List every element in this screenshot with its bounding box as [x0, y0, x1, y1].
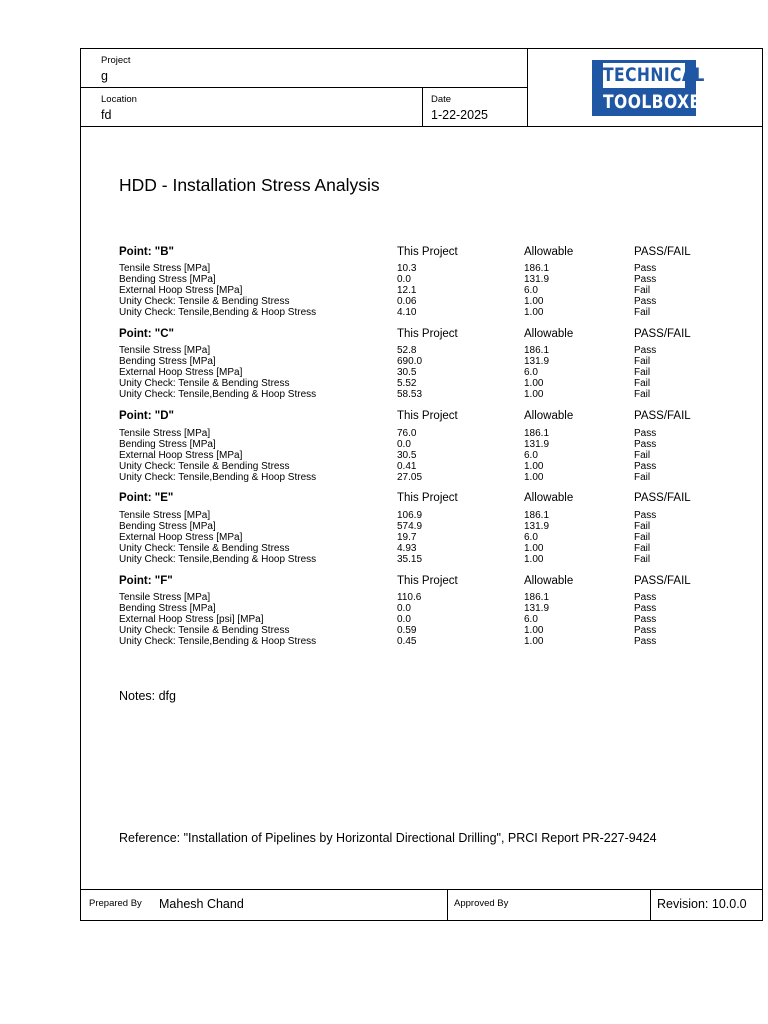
row-project-value: 27.05 — [397, 472, 423, 483]
row-result: Fail — [634, 285, 651, 296]
column-header-this-project: This Project — [397, 328, 458, 340]
row-allowable-value: 131.9 — [524, 521, 550, 532]
row-label: Unity Check: Tensile & Bending Stress — [119, 461, 290, 472]
row-project-value: 4.93 — [397, 543, 417, 554]
row-project-value: 10.3 — [397, 263, 417, 274]
row-result: Fail — [634, 307, 651, 318]
approved-by-cell — [448, 890, 651, 920]
row-allowable-value: 131.9 — [524, 356, 550, 367]
logo-text-technical: TECHNICAL — [603, 64, 705, 86]
row-label: External Hoop Stress [MPa] — [119, 450, 243, 461]
project-caption: Project — [101, 55, 131, 66]
row-project-value: 35.15 — [397, 554, 423, 565]
column-header-allowable: Allowable — [524, 410, 574, 422]
row-result: Pass — [634, 461, 657, 472]
date-value: 1-22-2025 — [431, 108, 488, 122]
row-allowable-value: 1.00 — [524, 389, 544, 400]
row-allowable-value: 1.00 — [524, 554, 544, 565]
row-project-value: 0.0 — [397, 603, 411, 614]
row-project-value: 52.8 — [397, 345, 417, 356]
row-allowable-value: 1.00 — [524, 307, 544, 318]
row-allowable-value: 6.0 — [524, 614, 538, 625]
column-header-pass-fail: PASS/FAIL — [634, 575, 691, 587]
row-label: External Hoop Stress [MPa] — [119, 367, 243, 378]
row-allowable-value: 1.00 — [524, 543, 544, 554]
row-label: Bending Stress [MPa] — [119, 274, 216, 285]
row-project-value: 0.41 — [397, 461, 417, 472]
prepared-by-caption: Prepared By — [89, 898, 142, 909]
row-label: Unity Check: Tensile,Bending & Hoop Stress — [119, 389, 317, 400]
row-label: Bending Stress [MPa] — [119, 356, 216, 367]
row-allowable-value: 1.00 — [524, 625, 544, 636]
row-allowable-value: 1.00 — [524, 472, 544, 483]
row-label: External Hoop Stress [MPa] — [119, 532, 243, 543]
row-label: Unity Check: Tensile & Bending Stress — [119, 543, 290, 554]
logo-text-toolboxes: TOOLBOXES — [603, 91, 713, 113]
row-label: Tensile Stress [MPa] — [119, 263, 211, 274]
row-allowable-value: 131.9 — [524, 274, 550, 285]
column-header-this-project: This Project — [397, 492, 458, 504]
row-result: Fail — [634, 356, 651, 367]
row-project-value: 12.1 — [397, 285, 417, 296]
row-project-value: 0.0 — [397, 614, 411, 625]
reference-text: Reference: "Installation of Pipelines by Horizontal Directional Drilling", PRCI Report PR-227-9424 — [119, 831, 657, 845]
page-title: HDD - Installation Stress Analysis — [119, 175, 380, 195]
row-allowable-value: 6.0 — [524, 532, 538, 543]
column-header-this-project: This Project — [397, 410, 458, 422]
row-project-value: 4.10 — [397, 307, 417, 318]
row-label: External Hoop Stress [MPa] — [119, 285, 243, 296]
location-caption: Location — [101, 94, 137, 105]
row-project-value: 0.06 — [397, 296, 417, 307]
column-header-pass-fail: PASS/FAIL — [634, 410, 691, 422]
column-header-pass-fail: PASS/FAIL — [634, 328, 691, 340]
row-result: Pass — [634, 510, 657, 521]
column-header-this-project: This Project — [397, 246, 458, 258]
row-label: Unity Check: Tensile & Bending Stress — [119, 625, 290, 636]
row-project-value: 30.5 — [397, 367, 417, 378]
location-cell — [81, 88, 423, 127]
row-allowable-value: 1.00 — [524, 636, 544, 647]
project-cell — [81, 49, 528, 88]
row-allowable-value: 6.0 — [524, 285, 538, 296]
row-project-value: 76.0 — [397, 428, 417, 439]
row-label: Unity Check: Tensile & Bending Stress — [119, 378, 290, 389]
technical-toolboxes-logo — [592, 60, 713, 116]
row-label: External Hoop Stress [psi] [MPa] — [119, 614, 264, 625]
row-allowable-value: 1.00 — [524, 378, 544, 389]
row-result: Fail — [634, 554, 651, 565]
row-allowable-value: 1.00 — [524, 296, 544, 307]
row-result: Pass — [634, 345, 657, 356]
row-result: Fail — [634, 378, 651, 389]
column-header-allowable: Allowable — [524, 246, 574, 258]
column-header-pass-fail: PASS/FAIL — [634, 492, 691, 504]
date-caption: Date — [431, 94, 452, 105]
section-point-label: Point: "D" — [119, 410, 174, 422]
row-project-value: 690.0 — [397, 356, 423, 367]
row-result: Pass — [634, 592, 657, 603]
row-project-value: 0.0 — [397, 274, 411, 285]
row-project-value: 0.0 — [397, 439, 411, 450]
date-cell — [423, 88, 528, 127]
row-result: Fail — [634, 543, 651, 554]
revision-text: Revision: 10.0.0 — [657, 897, 747, 911]
row-allowable-value: 6.0 — [524, 367, 538, 378]
row-allowable-value: 186.1 — [524, 263, 550, 274]
row-result: Pass — [634, 439, 657, 450]
row-result: Pass — [634, 274, 657, 285]
row-allowable-value: 186.1 — [524, 592, 550, 603]
row-result: Fail — [634, 521, 651, 532]
row-project-value: 574.9 — [397, 521, 423, 532]
row-result: Pass — [634, 263, 657, 274]
row-allowable-value: 131.9 — [524, 439, 550, 450]
row-result: Fail — [634, 532, 651, 543]
row-result: Fail — [634, 472, 651, 483]
report-page — [80, 48, 763, 921]
row-project-value: 19.7 — [397, 532, 417, 543]
section-point-label: Point: "E" — [119, 492, 174, 504]
location-value: fd — [101, 108, 112, 122]
row-result: Fail — [634, 367, 651, 378]
prepared-by-value: Mahesh Chand — [159, 897, 244, 911]
row-allowable-value: 6.0 — [524, 450, 538, 461]
revision-cell — [651, 890, 762, 920]
row-label: Unity Check: Tensile & Bending Stress — [119, 296, 290, 307]
row-label: Tensile Stress [MPa] — [119, 592, 211, 603]
row-result: Fail — [634, 389, 651, 400]
row-project-value: 5.52 — [397, 378, 417, 389]
row-result: Pass — [634, 625, 657, 636]
row-result: Pass — [634, 428, 657, 439]
row-label: Unity Check: Tensile,Bending & Hoop Stress — [119, 554, 317, 565]
row-label: Tensile Stress [MPa] — [119, 428, 211, 439]
project-value: g — [101, 69, 108, 83]
row-project-value: 58.53 — [397, 389, 423, 400]
row-allowable-value: 1.00 — [524, 461, 544, 472]
row-label: Unity Check: Tensile,Bending & Hoop Stress — [119, 636, 317, 647]
row-result: Fail — [634, 450, 651, 461]
section-point-label: Point: "B" — [119, 246, 174, 258]
row-result: Pass — [634, 614, 657, 625]
column-header-allowable: Allowable — [524, 492, 574, 504]
row-allowable-value: 186.1 — [524, 345, 550, 356]
column-header-this-project: This Project — [397, 575, 458, 587]
row-label: Bending Stress [MPa] — [119, 521, 216, 532]
row-allowable-value: 186.1 — [524, 510, 550, 521]
column-header-allowable: Allowable — [524, 575, 574, 587]
row-project-value: 0.59 — [397, 625, 417, 636]
row-allowable-value: 186.1 — [524, 428, 550, 439]
row-label: Tensile Stress [MPa] — [119, 345, 211, 356]
row-project-value: 0.45 — [397, 636, 417, 647]
row-label: Bending Stress [MPa] — [119, 603, 216, 614]
row-label: Tensile Stress [MPa] — [119, 510, 211, 521]
section-point-label: Point: "C" — [119, 328, 174, 340]
row-result: Pass — [634, 296, 657, 307]
prepared-by-cell — [81, 890, 448, 920]
column-header-pass-fail: PASS/FAIL — [634, 246, 691, 258]
approved-by-caption: Approved By — [454, 898, 509, 909]
row-label: Unity Check: Tensile,Bending & Hoop Stress — [119, 307, 317, 318]
row-result: Pass — [634, 636, 657, 647]
notes-text: Notes: dfg — [119, 689, 176, 703]
signature-footer — [81, 889, 762, 920]
row-label: Unity Check: Tensile,Bending & Hoop Stress — [119, 472, 317, 483]
section-point-label: Point: "F" — [119, 575, 173, 587]
row-project-value: 106.9 — [397, 510, 423, 521]
row-project-value: 30.5 — [397, 450, 417, 461]
row-label: Bending Stress [MPa] — [119, 439, 216, 450]
row-project-value: 110.6 — [397, 592, 422, 603]
column-header-allowable: Allowable — [524, 328, 574, 340]
row-result: Pass — [634, 603, 657, 614]
row-allowable-value: 131.9 — [524, 603, 550, 614]
